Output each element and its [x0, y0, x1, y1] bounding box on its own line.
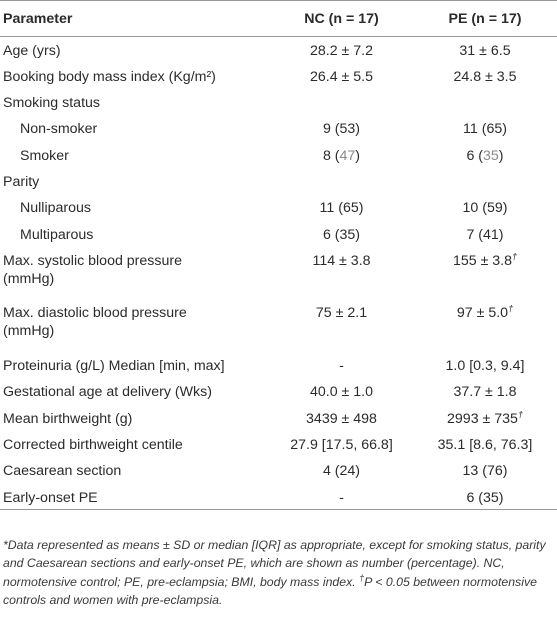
header-nc: NC (n = 17)	[270, 1, 413, 37]
nc-value: 26.4 ± 5.5	[309, 68, 373, 85]
significance-dagger: †	[517, 408, 523, 419]
pe-value: 10 (59)	[462, 200, 508, 217]
footnote-dagger: †	[359, 572, 365, 583]
table-row	[0, 63, 557, 89]
table-row	[0, 484, 557, 510]
header-pe: PE (n = 17)	[413, 1, 557, 37]
pe-value	[413, 247, 557, 300]
footnote-text: *Data represented as means ± SD or median [IQR] as appropriate, except for smoking status, parity and Caesarean sections and early-onset PE, which are shown as number (percentage). NC, normotensive control; PE, pre-eclampsia; BMI, body mass index.	[3, 538, 546, 589]
pe-value: 24.8 ± 3.5	[453, 68, 517, 85]
row-label: Proteinuria (g/L) Median [min, max]	[3, 358, 225, 375]
table-row	[0, 378, 557, 404]
nc-value: 9 (53)	[322, 121, 361, 138]
pe-value	[413, 299, 557, 352]
nc-value	[270, 89, 413, 115]
table-row	[0, 457, 557, 483]
pe-value-main: 97 ± 5.0	[456, 305, 509, 322]
row-label: Corrected birthweight centile	[3, 436, 183, 453]
header-row	[0, 1, 557, 37]
nc-value: 4 (24)	[322, 463, 361, 480]
row-label	[0, 247, 270, 300]
table-row	[0, 37, 557, 63]
header-parameter: Parameter	[0, 1, 270, 37]
table-row	[0, 115, 557, 141]
row-label: Early-onset PE	[0, 484, 270, 510]
table-row	[0, 431, 557, 457]
table-row	[0, 194, 557, 220]
nc-value-percent: 47	[339, 147, 356, 164]
pe-value: 11 (65)	[463, 121, 507, 138]
pe-value	[413, 142, 557, 168]
pe-value: 13 (76)	[462, 463, 508, 480]
nc-value: 40.0 ± 1.0	[309, 384, 373, 401]
pe-value: 37.7 ± 1.8	[453, 384, 517, 401]
row-label: Age (yrs)	[3, 43, 61, 59]
footnote-significance: P < 0.05 between normotensive controls and women with pre-eclampsia.	[3, 574, 537, 607]
pe-value-main: 6 (	[466, 147, 484, 164]
row-label-line2: (mmHg)	[3, 323, 55, 340]
pe-value-percent: 35	[483, 147, 499, 164]
pe-value: 31 ± 6.5	[459, 43, 511, 59]
pe-value	[413, 89, 557, 115]
pe-value: 7 (41)	[466, 226, 504, 243]
table-row	[0, 352, 557, 378]
row-label-line2: (mmHg)	[3, 270, 55, 287]
nc-value-main: 8 (	[322, 147, 340, 164]
nc-value-end: )	[355, 147, 361, 164]
row-label: Smoker	[20, 147, 69, 164]
row-label-line1: Max. systolic blood pressure	[3, 252, 182, 269]
pe-value: 35.1 [8.6, 76.3]	[437, 436, 533, 453]
row-label	[0, 299, 270, 352]
nc-value: 11 (65)	[319, 200, 364, 217]
significance-dagger: †	[508, 303, 514, 314]
pe-value-main: 2993 ± 735	[447, 410, 518, 427]
nc-value: 6 (35)	[322, 226, 361, 243]
pe-value	[413, 168, 557, 194]
pe-value-main: 155 ± 3.8	[452, 252, 513, 269]
nc-value: 27.9 [17.5, 66.8]	[290, 436, 393, 453]
nc-value: -	[339, 358, 344, 375]
pe-value-end: )	[498, 147, 504, 164]
significance-dagger: †	[512, 251, 518, 262]
nc-value	[270, 168, 413, 194]
table-row	[0, 142, 557, 168]
table-row	[0, 299, 557, 352]
table-row	[0, 247, 557, 300]
row-label: Non-smoker	[20, 121, 98, 138]
row-label: Smoking status	[3, 95, 100, 112]
nc-value	[270, 142, 413, 168]
row-label: Parity	[3, 173, 40, 190]
row-label: Booking body mass index (Kg/m²)	[3, 68, 216, 85]
nc-value: 75 ± 2.1	[315, 305, 368, 322]
row-label: Caesarean section	[3, 463, 122, 480]
table-row	[0, 168, 557, 194]
pe-value	[413, 405, 557, 431]
row-label-line1: Max. diastolic blood pressure	[3, 305, 187, 322]
table-row	[0, 221, 557, 247]
pe-value: 6 (35)	[413, 484, 557, 510]
nc-value: 114 ± 3.8	[312, 252, 371, 269]
row-label: Multiparous	[20, 226, 94, 243]
row-label: Nulliparous	[20, 200, 91, 217]
row-label: Mean birthweight (g)	[3, 410, 133, 427]
nc-value: 3439 ± 498	[306, 410, 377, 427]
table-footnote	[3, 536, 555, 609]
nc-value: 28.2 ± 7.2	[309, 43, 373, 59]
nc-value: -	[270, 484, 413, 510]
pe-value: 1.0 [0.3, 9.4]	[445, 358, 525, 375]
row-label: Gestational age at delivery (Wks)	[3, 384, 212, 401]
table-row	[0, 405, 557, 431]
table-row	[0, 89, 557, 115]
